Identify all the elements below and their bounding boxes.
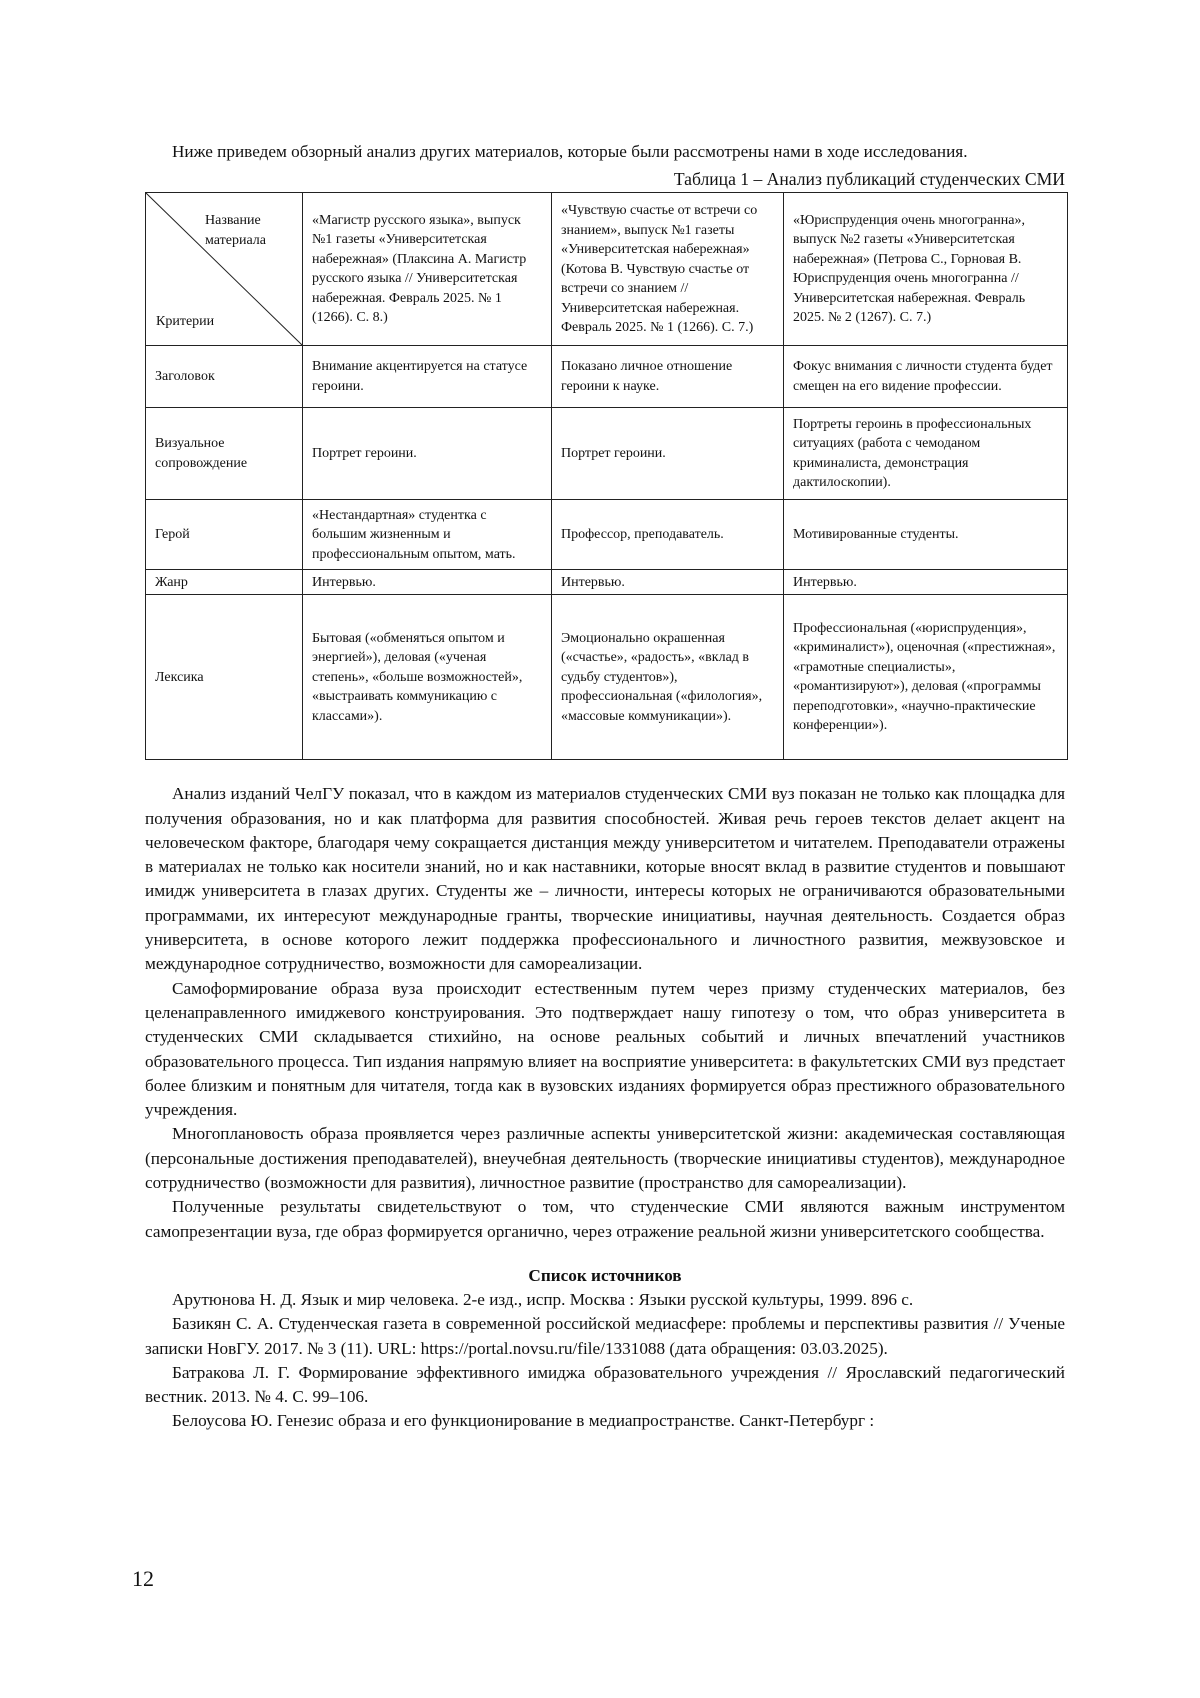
body-paragraph: Полученные результаты свидетельствуют о том, что студенческие СМИ являются важным инструментом самопрезентации вуза, где образ формируется органично, через отражение реальной жизни университетского сообщества. [145, 1197, 1065, 1241]
references-heading: Список источников [528, 1265, 682, 1285]
table-cell: Фокус внимания с личности студента будет смещен на его видение профессии. [784, 346, 1068, 408]
table-row [146, 500, 1068, 570]
corner-label-material: Название материала [205, 213, 266, 249]
table-cell: Портрет героини. [303, 408, 552, 500]
reference-item: Батракова Л. Г. Формирование эффективного имиджа образовательного учреждения // Ярославский педагогический вестник. 2013. № 4. С. 99–106. [145, 1362, 1065, 1407]
reference-item: Арутюнова Н. Д. Язык и мир человека. 2-е изд., испр. Москва : Языки русской культуры, 1999. 896 с. [172, 1289, 914, 1309]
analysis-table [145, 192, 1068, 760]
column-header: «Юриспруденция очень многогранна», выпуск №2 газеты «Университетская набережная» (Петрова С., Горновая В. Юриспруденция очень многогранна // Университетская набережная. Февраль 2025. № 2 (1267). С. 7.) [784, 193, 1068, 346]
table-header-row [146, 193, 1068, 346]
criterion-cell: Герой [146, 500, 303, 570]
table-row [146, 570, 1068, 595]
body-paragraph: Самоформирование образа вуза происходит естественным путем через призму студенческих материалов, без целенаправленного имиджевого конструирования. Это подтверждает нашу гипотезу о том, что образ университета в студенческих СМИ складывается стихийно, на основе реальных событий и личных впечатлений участников образовательного процесса. Тип издания напрямую влияет на восприятие университета: в факультетских СМИ вуз предстает более близким и понятным для читателя, тогда как в вузовских изданиях формируется образ престижного образовательного учреждения. [145, 978, 1065, 1120]
intro-paragraph: Ниже приведем обзорный анализ других материалов, которые были рассмотрены нами в ходе исследования. [172, 142, 968, 161]
page-content [145, 140, 1065, 1434]
table-cell: Интервью. [303, 570, 552, 595]
table-cell: Профессиональная («юриспруденция», «криминалист»), оценочная («престижная», «грамотные специалисты», «романтизируют»), деловая («программы переподготовки», «научно-практические конференции»). [784, 595, 1068, 760]
column-header: «Магистр русского языка», выпуск №1 газеты «Университетская набережная» (Плаксина А. Магистр русского языка // Университетская набережная. Февраль 2025. № 1 (1266). С. 8.) [303, 193, 552, 346]
criterion-cell: Визуальное сопровождение [146, 408, 303, 500]
table-row [146, 595, 1068, 760]
table-cell: Показано личное отношение героини к науке. [552, 346, 784, 408]
column-header: «Чувствую счастье от встречи со знанием», выпуск №1 газеты «Университетская набережная» (Котова В. Чувствую счастье от встречи со знанием // Университетская набережная. Февраль 2025. № 1 (1266). С. 7.) [552, 193, 784, 346]
table-row [146, 408, 1068, 500]
criterion-cell: Лексика [146, 595, 303, 760]
page-number: 12 [132, 1566, 154, 1591]
body-paragraph: Многоплановость образа проявляется через различные аспекты университетской жизни: академическая составляющая (персональные достижения преподавателей), внеучебная деятельность (творческие инициативы студентов), международное сотрудничество (возможности для развития), личностное развитие (пространство для самореализации). [145, 1124, 1065, 1193]
table-row [146, 346, 1068, 408]
table-cell: Эмоционально окрашенная («счастье», «радость», «вклад в судьбу студентов»), профессиональная («филология», «массовые коммуникации»). [552, 595, 784, 760]
reference-item: Белоусова Ю. Генезис образа и его функционирование в медиапространстве. Санкт-Петербург : [172, 1411, 875, 1431]
criterion-cell: Заголовок [146, 346, 303, 408]
table-cell: Интервью. [552, 570, 784, 595]
table-cell: Бытовая («обменяться опытом и энергией»), деловая («ученая степень», «больше возможностей», «выстраивать коммуникацию с классами»). [303, 595, 552, 760]
body-paragraph: Анализ изданий ЧелГУ показал, что в каждом из материалов студенческих СМИ вуз показан не только как площадка для получения образования, но и как платформа для развития способностей. Живая речь героев текстов делает акцент на человеческом факторе, благодаря чему сокращается дистанция между университетом и читателем. Преподаватели отражены в материалах не только как носители знаний, но и как наставники, которые вносят вклад в развитие студентов и повышают имидж университета в глазах других. Студенты же – личности, интересы которых не ограничиваются образовательными программами, их интересуют международные гранты, творческие инициативы, научная деятельность. Создается образ университета, в основе которого лежит поддержка профессионального и личностного развития, межвузовское и международное сотрудничество, возможности для самореализации. [145, 784, 1065, 974]
table-cell: Профессор, преподаватель. [552, 500, 784, 570]
header-corner-cell [146, 193, 303, 346]
table-cell: Портрет героини. [552, 408, 784, 500]
criterion-cell: Жанр [146, 570, 303, 595]
table-cell: Мотивированные студенты. [784, 500, 1068, 570]
table-cell: Интервью. [784, 570, 1068, 595]
table-caption: Таблица 1 – Анализ публикаций студенческих СМИ [673, 169, 1065, 190]
table-cell: Внимание акцентируется на статусе героини. [303, 346, 552, 408]
table-cell: «Нестандартная» студентка с большим жизненным и профессиональным опытом, мать. [303, 500, 552, 570]
corner-label-criteria: Критерии [156, 313, 215, 329]
table-cell: Портреты героинь в профессиональных ситуациях (работа с чемоданом криминалиста, демонстрация дактилоскопии). [784, 408, 1068, 500]
reference-item: Базикян С. А. Студенческая газета в современной российской медиасфере: проблемы и перспективы развития // Ученые записки НовГУ. 2017. № 3 (11). URL: https://portal.novsu.ru/file/1331088 (дата обращения: 03.03.2025). [145, 1314, 1065, 1358]
